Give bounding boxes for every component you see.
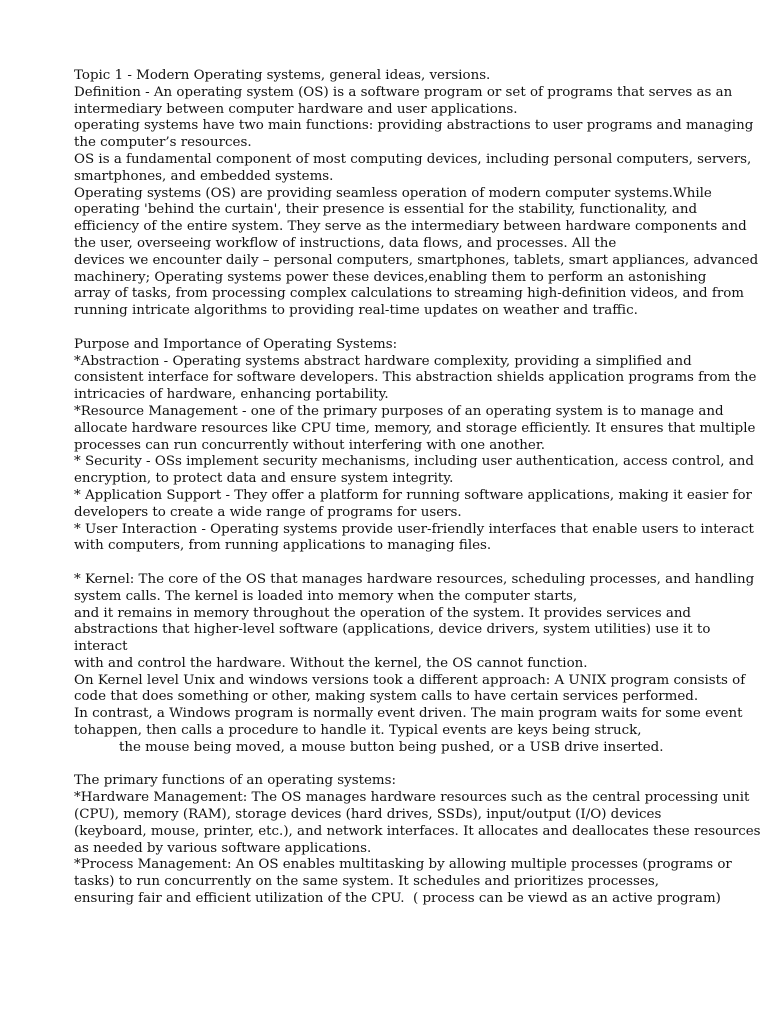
text-line: efficiency of the entire system. They serve as the intermediary between hardware components and: [74, 219, 747, 235]
text-line: abstractions that higher-level software (applications, device drivers, system utilities) use it to: [74, 622, 711, 638]
text-line: Operating systems (OS) are providing seamless operation of modern computer systems.While: [74, 185, 712, 201]
text-line: processes can run concurrently without interfering with one another.: [74, 437, 546, 453]
text-line: code that does something or other, making system calls to have certain services performed.: [74, 689, 699, 705]
text-line: operating systems have two main functions: providing abstractions to user programs and managing: [74, 118, 754, 134]
text-line: the computer’s resources.: [74, 135, 252, 151]
text-line: consistent interface for software developers. This abstraction shields application programs from the: [74, 370, 757, 386]
text-line: system calls. The kernel is loaded into memory when the computer starts,: [74, 588, 578, 604]
text-line: intricacies of hardware, enhancing portability.: [74, 387, 389, 403]
text-line: the user, overseeing workflow of instructions, data flows, and processes. All the: [74, 235, 617, 251]
text-line: devices we encounter daily – personal computers, smartphones, tablets, smart appliances, advanced: [74, 252, 759, 268]
text-line: tasks) to run concurrently on the same system. It schedules and prioritizes processes,: [74, 874, 659, 890]
text-line: (CPU), memory (RAM), storage devices (hard drives, SSDs), input/output (I/O) devices: [74, 807, 662, 823]
text-line: * Application Support - They offer a platform for running software applications, making it easier for: [74, 487, 752, 503]
text-line: * User Interaction - Operating systems provide user-friendly interfaces that enable users to interact: [74, 521, 754, 537]
text-line: interact: [74, 639, 128, 655]
text-line: * Kernel: The core of the OS that manages hardware resources, scheduling processes, and handling: [74, 571, 755, 587]
text-line: with and control the hardware. Without the kernel, the OS cannot function.: [74, 655, 588, 671]
indented-text-line: the mouse being moved, a mouse button being pushed, or a USB drive inserted.: [119, 739, 664, 755]
text-line: with computers, from running applications to managing files.: [74, 538, 492, 554]
text-line: as needed by various software applications.: [74, 840, 372, 856]
text-line: Topic 1 - Modern Operating systems, general ideas, versions.: [74, 68, 491, 83]
text-line: *Resource Management - one of the primary purposes of an operating system is to manage and: [74, 403, 724, 419]
text-line: developers to create a wide range of programs for users.: [74, 504, 462, 520]
text-line: allocate hardware resources like CPU time, memory, and storage efficiently. It ensures that multiple: [74, 420, 756, 436]
text-line: Definition - An operating system (OS) is a software program or set of programs that serves as an: [74, 84, 733, 100]
text-line: In contrast, a Windows program is normally event driven. The main program waits for some event: [74, 706, 743, 722]
text-line: tohappen, then calls a procedure to handle it. Typical events are keys being struck,: [74, 723, 642, 739]
blank-line: [74, 555, 704, 572]
text-line: * Security - OSs implement security mechanisms, including user authentication, access control, and: [74, 454, 754, 470]
text-line: smartphones, and embedded systems.: [74, 168, 334, 184]
text-line: *Abstraction - Operating systems abstract hardware complexity, providing a simplified and: [74, 353, 692, 369]
text-line: *Process Management: An OS enables multitasking by allowing multiple processes (programs or: [74, 857, 732, 873]
text-line: On Kernel level Unix and windows versions took a different approach: A UNIX program consists of: [74, 672, 746, 688]
text-line: array of tasks, from processing complex calculations to streaming high-definition videos, and from: [74, 286, 744, 302]
section-heading: Purpose and Importance of Operating Systems:: [74, 336, 398, 352]
document-page: [74, 68, 761, 908]
text-line: (keyboard, mouse, printer, etc.), and network interfaces. It allocates and deallocates these resources: [74, 823, 761, 839]
text-line: and it remains in memory throughout the operation of the system. It provides services and: [74, 605, 692, 621]
text-line: *Hardware Management: The OS manages hardware resources such as the central processing unit: [74, 790, 750, 806]
blank-line: [74, 320, 704, 337]
text-line: intermediary between computer hardware and user applications.: [74, 101, 518, 117]
text-line: operating 'behind the curtain', their presence is essential for the stability, functionality, and: [74, 202, 698, 218]
section-heading: The primary functions of an operating systems:: [74, 773, 396, 789]
blank-line: [74, 757, 704, 774]
text-line: machinery; Operating systems power these devices,enabling them to perform an astonishing: [74, 269, 707, 285]
text-line: OS is a fundamental component of most computing devices, including personal computers, servers,: [74, 151, 752, 167]
text-line: ensuring fair and efficient utilization of the CPU. ( process can be viewd as an active program): [74, 891, 721, 907]
text-line: running intricate algorithms to providing real-time updates on weather and traffic.: [74, 303, 638, 319]
text-line: encryption, to protect data and ensure system integrity.: [74, 471, 454, 487]
